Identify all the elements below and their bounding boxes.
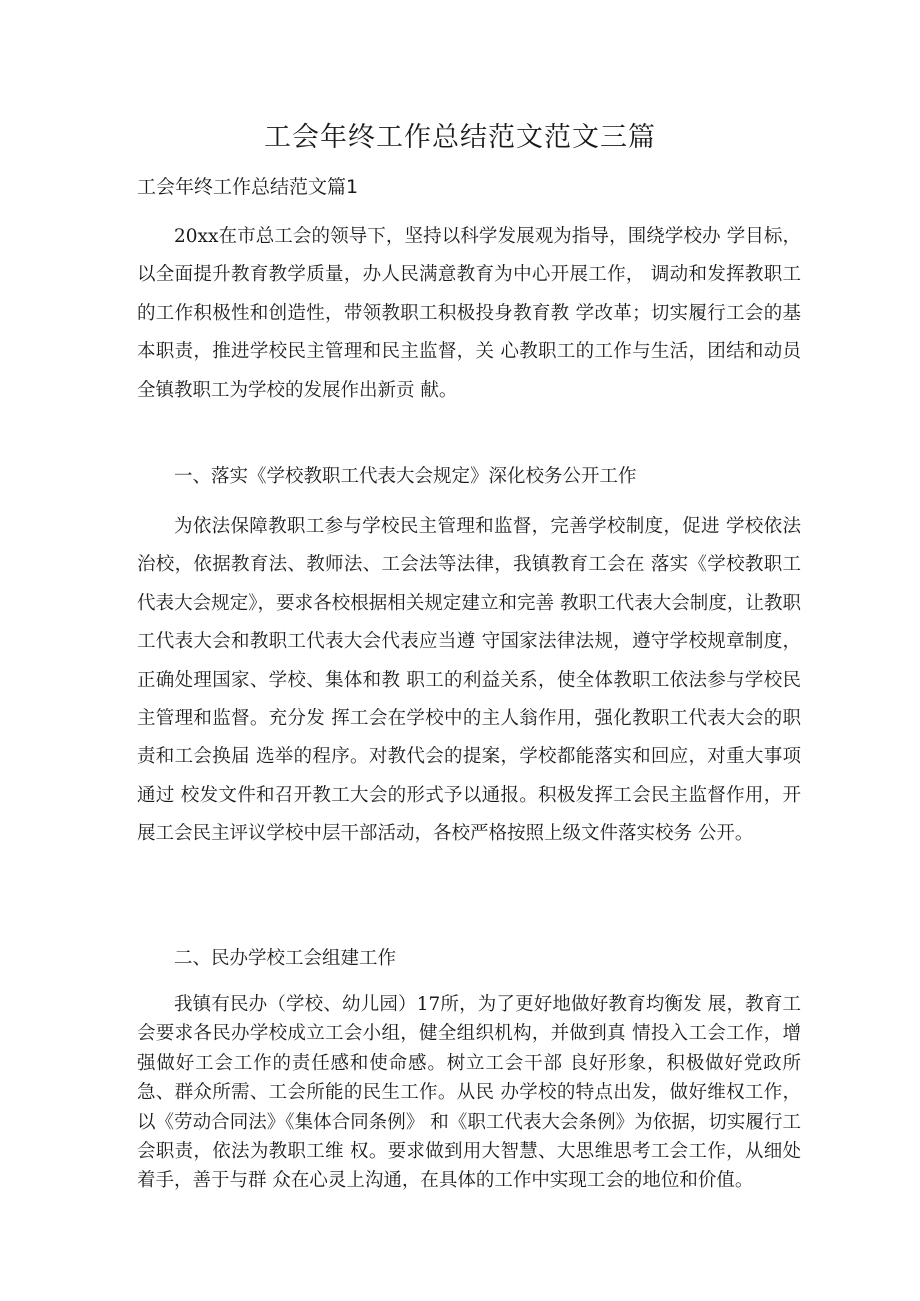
subsection-heading-2: 二、民办学校工会组建工作 bbox=[174, 948, 397, 969]
subsection-heading-1: 一、落实《学校教职工代表大会规定》深化校务公开工作 bbox=[174, 466, 637, 487]
intro-paragraph: 20xx在市总工会的领导下，坚持以科学发展观为指导，围绕学校办 学目标，以全面提升教育教学质量，办人民满意教育为中心开展工作， 调动和发挥教职工的工作积极性和创造性，带领教职工积极投身教育教 学改革；切实履行工会的基本职责，推进学校民主管理和民主监督，关 心教职工的工作与生活，团结和动员全镇教职工为学校的发展作出新贡 献。 bbox=[137, 226, 801, 401]
section-heading: 工会年终工作总结范文篇1 bbox=[137, 176, 359, 198]
document-title: 工会年终工作总结范文范文三篇 bbox=[264, 122, 656, 153]
body-paragraph-1: 为依法保障教职工参与学校民主管理和监督，完善学校制度，促进 学校依法治校，依据教育法、教师法、工会法等法律，我镇教育工会在 落实《学校教职工代表大会规定》，要求各校根据相关规定建立和完善 教职工代表大会制度，让教职工代表大会和教职工代表大会代表应当遵 守国家法律法规，遵守学校规章制度，正确处理国家、学校、集体和教 职工的利益关系，使全体教职工依法参与学校民主管理和监督。充分发 挥工会在学校中的主人翁作用，强化教职工代表大会的职责和工会换届 选举的程序。对教代会的提案，学校都能落实和回应，对重大事项通过 校发文件和召开教工大会的形式予以通报。积极发挥工会民主监督作用，开展工会民主评议学校中层干部活动，各校严格按照上级文件落实校务 公开。 bbox=[137, 516, 801, 845]
body-paragraph-2: 我镇有民办（学校、幼儿园）17所，为了更好地做好教育均衡发 展，教育工会要求各民办学校成立工会小组，健全组织机构，并做到真 情投入工会工作，增强做好工会工作的责任感和使命感。树立工会干部 良好形象，积极做好党政所急、群众所需、工会所能的民生工作。从民 办学校的特点出发，做好维权工作，以《劳动合同法》《集体合同条例》 和《职工代表大会条例》为依据，切实履行工会职责，依法为教职工维 权。要求做到用大智慧、大思维思考工会工作，从细处着手，善于与群 众在心灵上沟通，在具体的工作中实现工会的地位和价值。 bbox=[137, 994, 801, 1192]
